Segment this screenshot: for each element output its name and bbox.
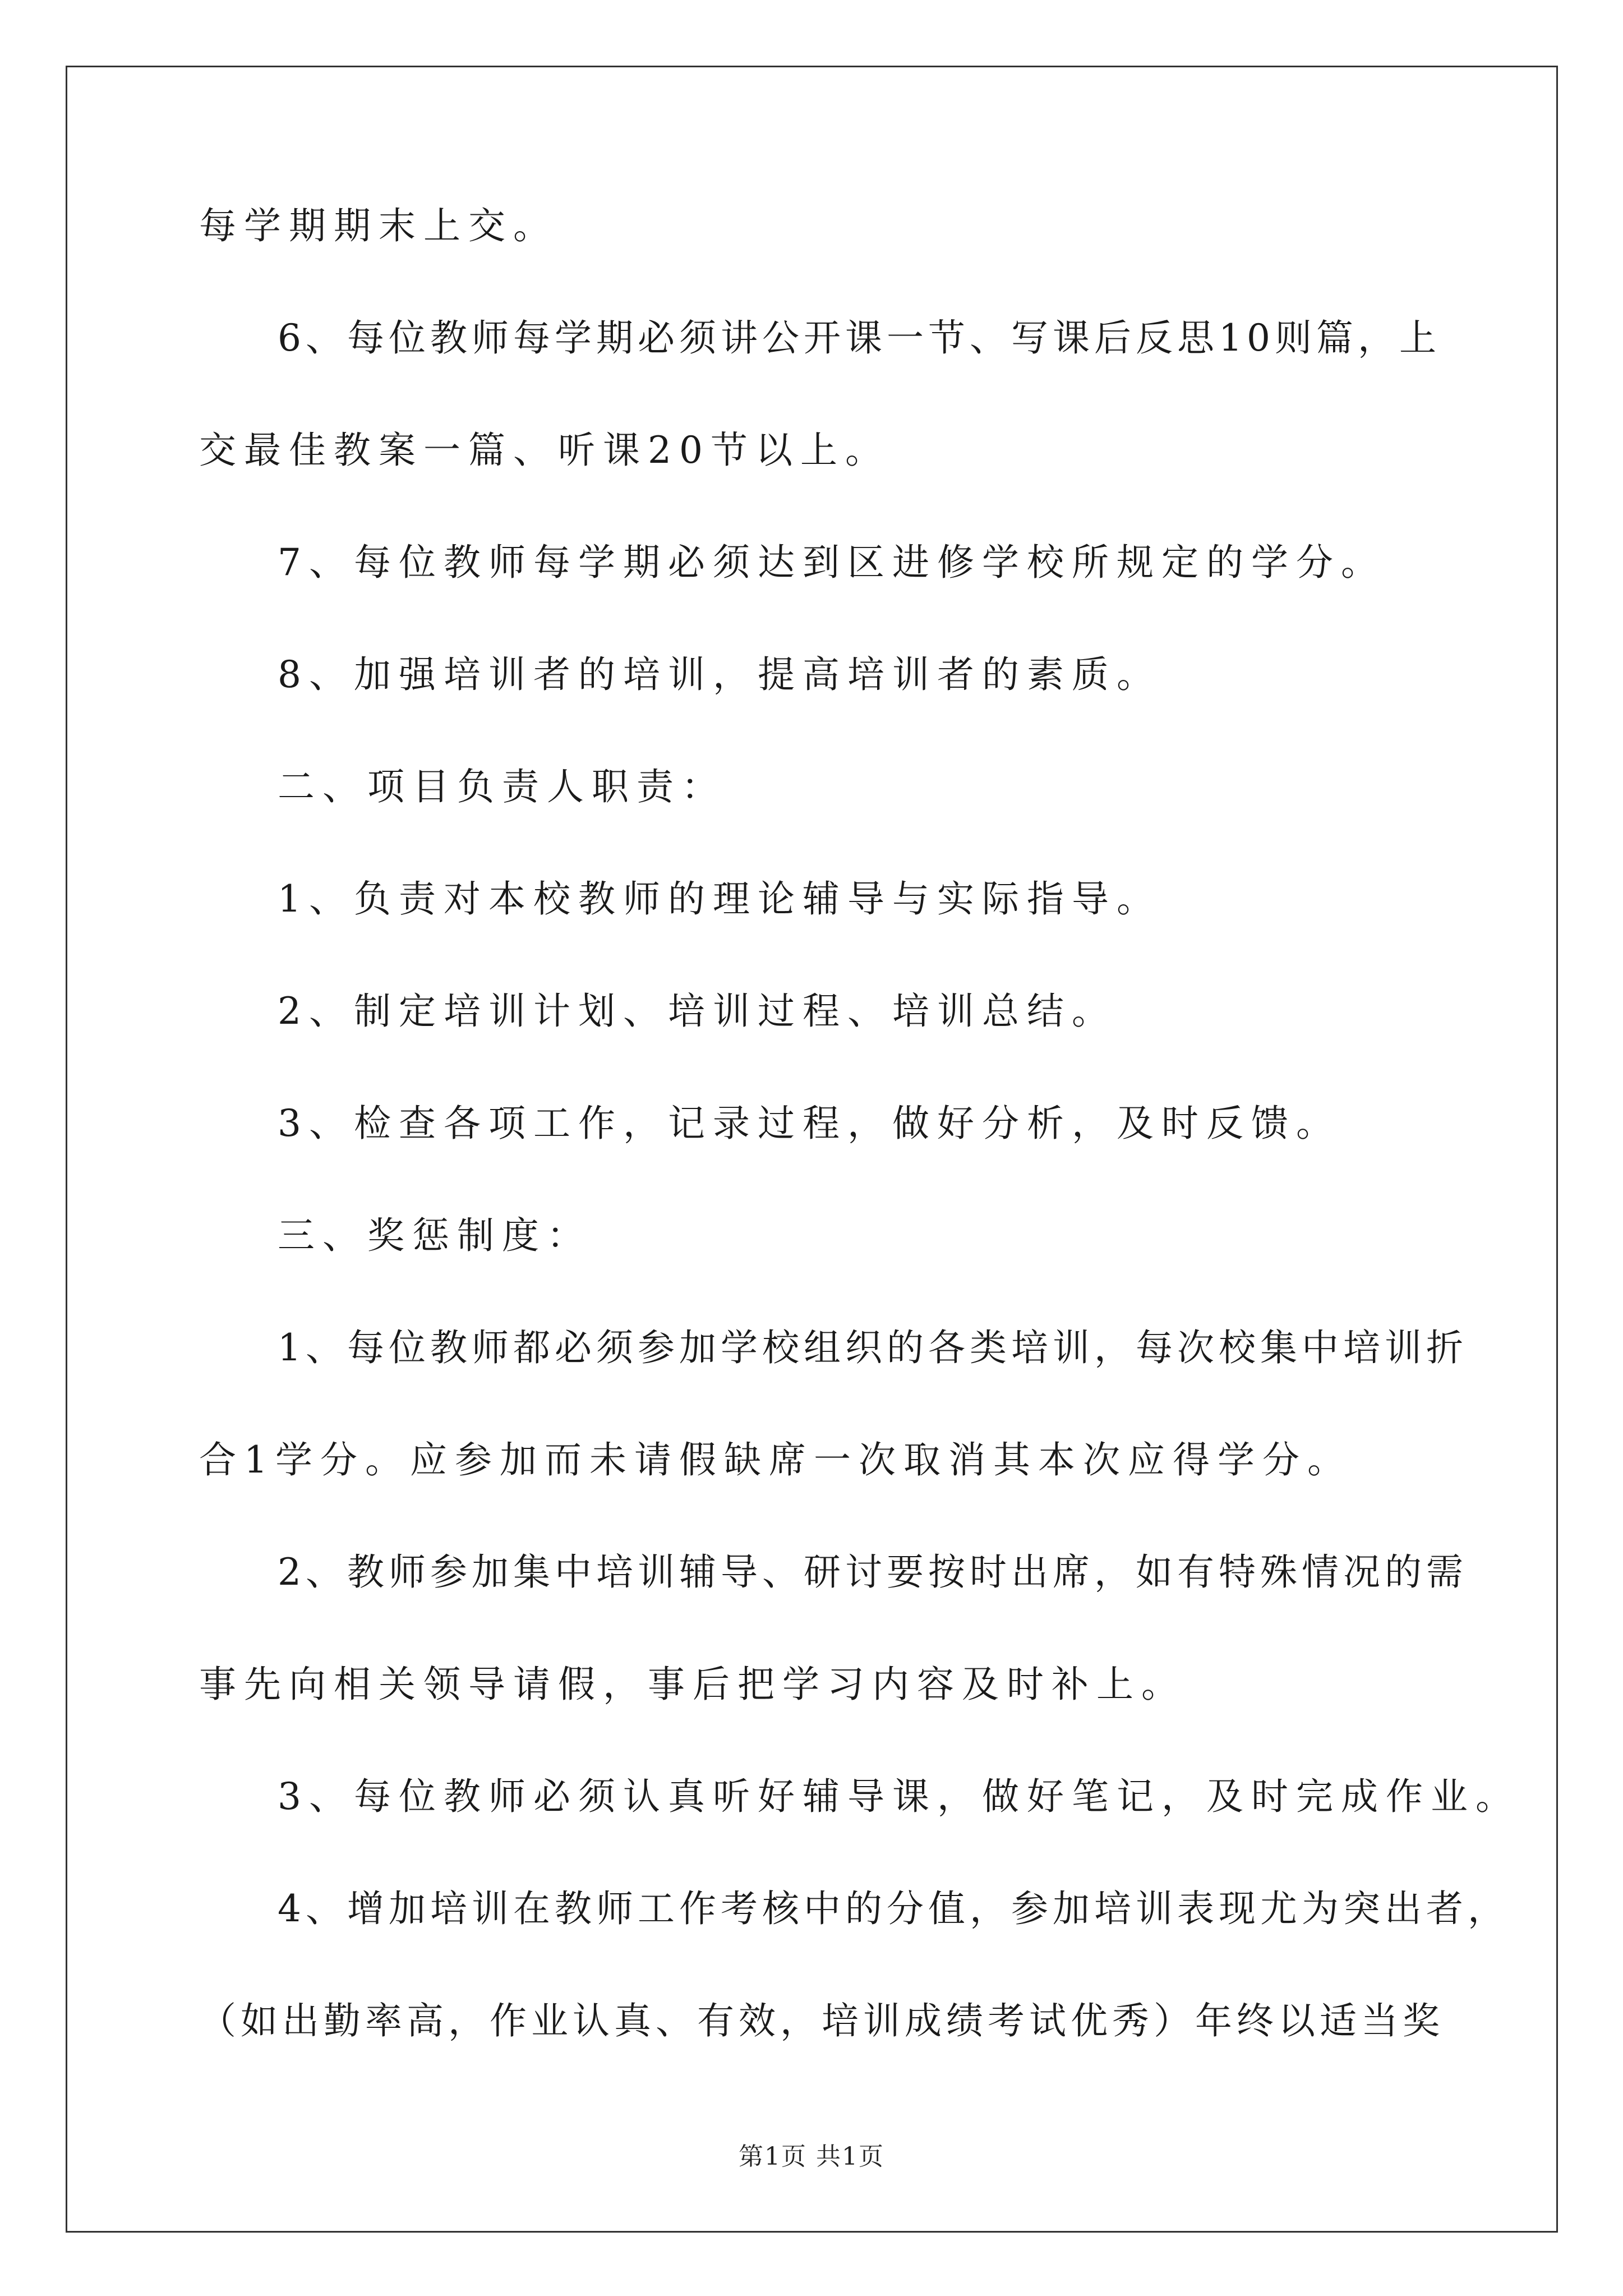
text-line: 6、每位教师每学期必须讲公开课一节、写课后反思10则篇，上 [278,316,1441,360]
text-line: 1、每位教师都必须参加学校组织的各类培训，每次校集中培训折 [278,1326,1468,1369]
text-line: 3、每位教师必须认真听好辅导课，做好笔记，及时完成作业。 [278,1775,1520,1818]
text-line: 4、增加培训在教师工作考核中的分值，参加培训表现尤为突出者， [278,1887,1509,1930]
section-heading: 二、项目负责人职责： [278,765,726,808]
text-line: 3、检查各项工作，记录过程，做好分析，及时反馈。 [278,1102,1341,1145]
text-line: 合1学分。应参加而未请假缺席一次取消其本次应得学分。 [199,1438,1352,1481]
page-number-footer: 第1页 共1页 [739,2142,884,2171]
text-line: 2、制定培训计划、培训过程、培训总结。 [278,990,1117,1033]
text-line: 8、加强培训者的培训，提高培训者的素质。 [278,653,1161,696]
text-line: 1、负责对本校教师的理论辅导与实际指导。 [278,877,1161,921]
text-line: 交最佳教案一篇、听课20节以上。 [199,429,890,472]
text-line: （如出勤率高，作业认真、有效，培训成绩考试优秀）年终以适当奖 [199,1999,1444,2042]
text-line: 7、每位教师每学期必须达到区进修学校所规定的学分。 [278,541,1386,584]
section-heading: 三、奖惩制度： [278,1214,592,1257]
text-line: 每学期期末上交。 [199,204,558,247]
text-line: 事先向相关领导请假，事后把学习内容及时补上。 [199,1663,1186,1706]
text-line: 2、教师参加集中培训辅导、研讨要按时出席，如有特殊情况的需 [278,1550,1468,1594]
